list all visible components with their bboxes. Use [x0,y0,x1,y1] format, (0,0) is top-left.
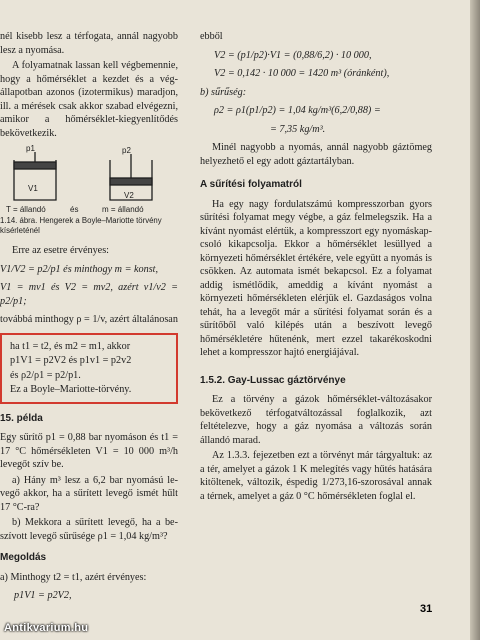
paragraph: b) Mekkora a sűrített levegő, ha a beszívott levegő sűrűsége ρ1 = 1,04 kg/m³? [0,517,178,542]
paragraph: ebből [200,31,223,42]
equation: V1/V2 = p2/p1 és minthogy m = konst, [0,263,159,275]
paragraph: Egy sűrítő p1 = 0,88 bar nyomáson és t1 = 17 °C hőmérsékleten V1 = 10 000 m³/h levegőt szív be. [0,432,178,470]
figure-label-p1: p1 [26,144,35,153]
solution-title: Megoldás [0,552,47,563]
page-number: 31 [420,603,433,615]
paragraph: a) Minthogy t2 = t1, azért érvényes: [0,571,147,583]
equation: V2 = 0,142 · 10 000 = 1420 m³ (óránként), [214,68,390,79]
equation: = 7,35 kg/m³. [270,123,326,135]
section-heading: 1.5.2. Gay-Lussac gáztörvénye [200,374,346,386]
example-title: 15. példa [0,412,43,424]
paragraph: b) sűrűség: [200,86,247,98]
paragraph: Ha egy nagy fordulatszámú kompresszorban gyors sűrítési folyamat megy végbe, a gáz felmelegszik. Ha a kívánt nyomást elértük, a kompresszort egy nyomáskapcsoló kikapcsolja. Ekkor a hőmérséklet lesüllyed a környezeti hőmérséklet értékére, vele együtt a nyomás is csökken. Az automata ismét bekapcsol. Ez a folyamat addig ismétlődik, ameddig a kívánt nyomást a környezeti hőmérsékleten elérjük el. Gazdaságos volna tehát, ha a levegőt már a sűrítési folyamat során és a sűrítőből való kilépés után a beszívott levegő hőmérsékletére hűtenénk, mert ezzel takarékoskodni lehet a kompresszor hajtó energiájával. [200,198,432,358]
cylinder-figure [0,142,178,212]
equation: V1 = mv1 és V2 = mv2, azért v1/v2 = p2/p1; [0,282,178,307]
book-edge [470,0,480,640]
watermark: Antikvarium.hu [4,622,89,634]
paragraph: A folyamatnak lassan kell végbemennie, hogy a hőmérséklet a kezdet és a végállapotban azonos (izotermikus) maradjon, ill. a mérések csak akkor szabad elvégezni, amikor a hőmérséklet-kiegyenlítődés bekövetkezik. [0,60,178,139]
paragraph: továbbá minthogy ρ = 1/v, azért általánosan [0,314,178,325]
paragraph: nél kisebb lesz a térfogata, annál nagyobb lesz a nyomása. [0,31,178,56]
law-line: és ρ2/ρ1 = p2/p1. [10,369,81,381]
figure-label-p2: p2 [122,146,131,155]
law-line: ha t1 = t2, és m2 = m1, akkor [10,340,131,352]
paragraph: Az 1.3.3. fejezetben ezt a törvényt már tárgyaltuk: az a tér, amelyet a gázok 1 K melegítés vagy hűtés hatására kitöltenek, változik, éspedig 1/273,16-szorosával annak a térnek, amelyet a gáz 0 °C hőmérsékleten foglal el. [200,450,432,502]
law-line: Ez a Boyle–Mariotte-törvény. [10,384,132,395]
figure-label-v1: V1 [28,184,38,193]
figure-caption: 1.14. ábra. Hengerek a Boyle–Mariotte törvény kísérleténél [0,216,162,235]
law-box [0,333,178,404]
right-column [200,30,432,505]
law-line: p1V1 = p2V2 és p1v1 = p2v2 [10,355,132,366]
equation: ρ2 = ρ1(p1/p2) = 1,04 kg/m³(6,2/0,88) = [214,105,381,116]
left-column [0,30,178,608]
section-heading: A sűrítési folyamatról [200,179,302,190]
equation: V2 = (p1/p2)·V1 = (0,88/6,2) · 10 000, [214,49,372,61]
figure-label-and: és [70,205,79,214]
figure-label-m: m = állandó [102,205,144,214]
equation: p1V1 = p2V2, [14,590,72,601]
paragraph: Minél nagyobb a nyomás, annál nagyobb gáztömeg helyezhető el egy adott gáztartályban. [200,142,432,167]
figure-label-v2: V2 [124,191,134,200]
figure-label-t: T = állandó [6,205,46,214]
paragraph: a) Hány m³ lesz a 6,2 bar nyomású levegő akkor, ha a sűrített levegő ismét hűlt 17 °C-ra? [0,474,178,513]
paragraph: Erre az esetre érvényes: [12,245,110,256]
paragraph: Ez a törvény a gázok hőmérséklet-változásakor bekövetkező térfogatváltozással foglalkozik, azt feltételezve, hogy a gáz nyomása a változás során állandó marad. [200,394,432,446]
